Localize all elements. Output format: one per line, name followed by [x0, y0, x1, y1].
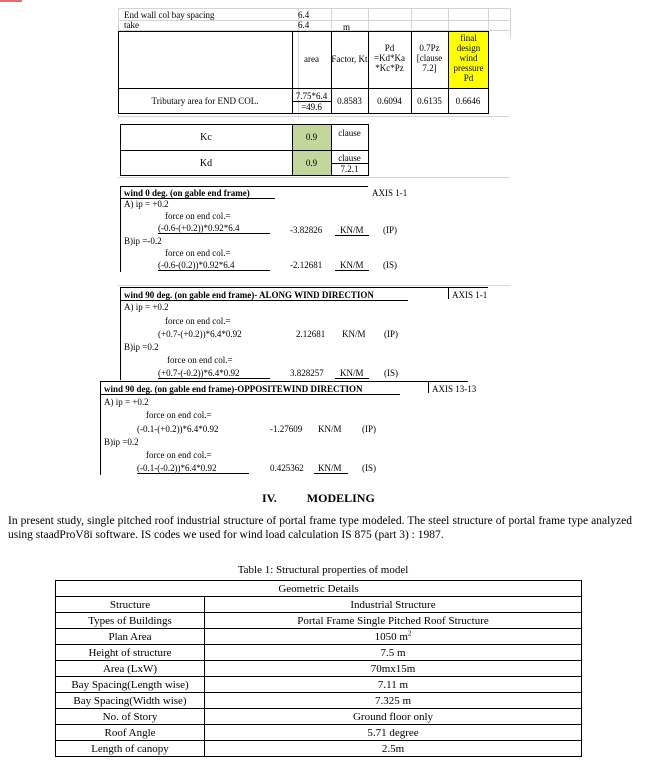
wind90-along-a-expr: (+0.7-(+0.2))*6.4*0.92	[158, 329, 242, 339]
table-row	[56, 725, 582, 741]
wind90-opposite-b-value: 0.425362	[270, 463, 304, 473]
tributary-area: 7.75*6.4 =49.6	[292, 91, 331, 112]
structural-properties-table	[55, 580, 582, 757]
kd-value: 0.9	[305, 158, 318, 168]
header-0-7pz: 0.7Pz [clause 7.2]	[416, 43, 443, 73]
wind90-opposite-axis: AXIS 13-13	[432, 384, 477, 394]
wind90-opposite-a-expr: (-0.1-(+0.2))*6.4*0.92	[137, 424, 219, 434]
wind90-along-b-force: force on end col.=	[167, 355, 233, 365]
wind90-along-axis: AXIS 1-1	[452, 290, 488, 300]
property-value	[205, 693, 582, 709]
property-value	[205, 645, 582, 661]
wind0-a-expr: (-0.6-(+0.2))*0.92*6.4	[158, 223, 240, 233]
table-row	[56, 629, 582, 645]
wind0-a: A) ip = +0.2	[124, 199, 169, 209]
tributary-final: 0.6646	[455, 96, 481, 106]
wind90-along-b: B)ip =0.2	[124, 342, 159, 352]
kc-label: Kc	[200, 132, 212, 143]
property-name: Plan Area	[56, 629, 205, 645]
property-value	[205, 629, 582, 645]
wind90-opposite-b-force: force on end col.=	[146, 450, 212, 460]
header-final-design: final design wind pressure Pd	[453, 33, 484, 83]
wind90-opposite-a-force: force on end col.=	[146, 410, 212, 420]
property-value	[205, 597, 582, 613]
property-name: Types of Buildings	[56, 613, 205, 629]
property-value	[205, 677, 582, 693]
wind90-opposite-a-tag: (IP)	[362, 424, 376, 434]
property-value-text: 70mx15m	[370, 662, 416, 675]
wind0-b: B)ip =-0.2	[124, 236, 162, 246]
gridline	[118, 8, 510, 9]
gridline	[118, 116, 510, 117]
wind90-opposite-b: B)ip =0.2	[104, 437, 139, 447]
wind90-along-b-unit: KN/M	[340, 368, 364, 378]
wind90-along-a: A) ip = +0.2	[124, 302, 169, 312]
wind0-title: wind 0 deg. (on gable end frame)	[124, 188, 250, 198]
wind90-opposite-b-tag: (IS)	[362, 463, 376, 473]
property-value-text: 5.71 degree	[367, 726, 419, 739]
wind90-opposite-a-unit: KN/M	[318, 424, 342, 434]
table-row	[56, 693, 582, 709]
table-row	[56, 661, 582, 677]
wind0-b-unit: KN/M	[340, 260, 364, 270]
body-paragraph: In present study, single pitched roof industrial structure of portal frame type modeled. The steel structure of portal frame type analyzed using staadProV8i software. IS codes we used for wind load calculation IS 875 (part 3) : 1987.	[8, 515, 632, 541]
property-value-text: 1050 m	[374, 630, 408, 643]
section-number: IV.	[262, 491, 277, 505]
wind90-opposite-b-unit: KN/M	[318, 463, 342, 473]
header-pd: Pd =Kd*Ka *Kc*Pz	[373, 43, 406, 73]
table-row	[56, 613, 582, 629]
wind90-along-a-unit: KN/M	[342, 329, 366, 339]
wind90-along-title: wind 90 deg. (on gable end frame)- ALONG WIND DIRECTION	[124, 290, 374, 300]
superscript: 2	[407, 628, 412, 637]
property-value-text: Ground floor only	[352, 710, 434, 723]
wind0-b-tag: (IS)	[383, 260, 397, 270]
kc-clause: clause	[338, 128, 361, 138]
property-value	[205, 741, 582, 757]
property-value-text: 7.11 m	[377, 678, 409, 691]
property-name: Area (LxW)	[56, 661, 205, 677]
kd-label: Kd	[199, 157, 213, 169]
property-value-text: 2.5m	[381, 742, 405, 755]
kc-value: 0.9	[305, 132, 318, 142]
property-value	[205, 613, 582, 629]
wind0-b-force: force on end col.=	[165, 248, 231, 258]
kd-clause: clause 7.2.1	[331, 153, 368, 174]
table-group-header: Geometric Details	[56, 581, 582, 597]
property-value	[205, 709, 582, 725]
tributary-pd: 0.6094	[377, 96, 402, 106]
wind90-along-b-tag: (IS)	[384, 368, 398, 378]
gridline	[118, 20, 510, 21]
wind0-a-unit: KN/M	[340, 225, 364, 235]
gridline	[118, 285, 510, 286]
take-label: take	[124, 20, 139, 30]
wind90-opposite-b-expr: (-0.1-(-0.2))*6.4*0.92	[137, 463, 217, 473]
table-caption: Table 1: Structural properties of model	[237, 564, 409, 576]
wind90-along-a-value: 2.12681	[296, 329, 326, 339]
gridline	[510, 8, 511, 38]
header-area: area	[304, 54, 319, 64]
property-name: Bay Spacing(Width wise)	[56, 693, 205, 709]
tributary-factor: 0.8583	[337, 96, 362, 106]
wind90-opposite-title: wind 90 deg. (on gable end frame)-OPPOSITEWIND DIRECTION	[104, 384, 363, 394]
property-value	[205, 725, 582, 741]
table-row	[56, 645, 582, 661]
wind90-opposite-a: A) ip = +0.2	[104, 397, 149, 407]
section-title: MODELING	[306, 491, 375, 505]
property-name: No. of Story	[56, 709, 205, 725]
property-value	[205, 661, 582, 677]
property-name: Structure	[56, 597, 205, 613]
wind90-opposite-a-value: -1.27609	[270, 424, 303, 434]
wind0-a-tag: (IP)	[383, 225, 397, 235]
property-value-text: 7.325 m	[374, 694, 412, 707]
property-name: Roof Angle	[56, 725, 205, 741]
wind0-a-force: force on end col.=	[165, 211, 231, 221]
take-value: 6.4	[298, 20, 310, 30]
end-wall-label: End wall col bay spacing	[124, 10, 215, 20]
tributary-label: Tributary area for END COL.	[151, 96, 259, 106]
section-heading	[262, 491, 375, 506]
wind0-b-expr: (-0.6-(0.2))*0.92*6.4	[158, 260, 235, 270]
header-factor: Factor, Kt	[331, 54, 368, 64]
property-value-text: 7.5 m	[380, 646, 406, 659]
table-row	[56, 741, 582, 757]
property-name: Bay Spacing(Length wise)	[56, 677, 205, 693]
wind90-along-a-force: force on end col.=	[165, 316, 231, 326]
table-group-row	[56, 581, 582, 597]
property-name: Length of canopy	[56, 741, 205, 757]
tributary-0-7pz: 0.6135	[417, 96, 442, 106]
property-name: Height of structure	[56, 645, 205, 661]
wind0-axis: AXIS 1-1	[372, 188, 408, 198]
property-value-text: Portal Frame Single Pitched Roof Structure	[297, 614, 489, 627]
table-row	[56, 677, 582, 693]
top-edge-mark	[0, 0, 22, 2]
wind90-along-a-tag: (IP)	[384, 329, 398, 339]
wind0-b-value: -2.12681	[290, 260, 323, 270]
wind0-a-value: -3.82826	[290, 225, 323, 235]
gridline	[118, 177, 510, 178]
take-unit: m	[343, 22, 351, 32]
table-row	[56, 709, 582, 725]
wind90-along-b-value: 3.828257	[290, 368, 324, 378]
end-wall-value: 6.4	[298, 10, 310, 20]
property-value-text: Industrial Structure	[350, 598, 436, 611]
wind90-along-b-expr: (+0.7-(-0.2))*6.4*0.92	[158, 368, 240, 378]
table-row	[56, 597, 582, 613]
